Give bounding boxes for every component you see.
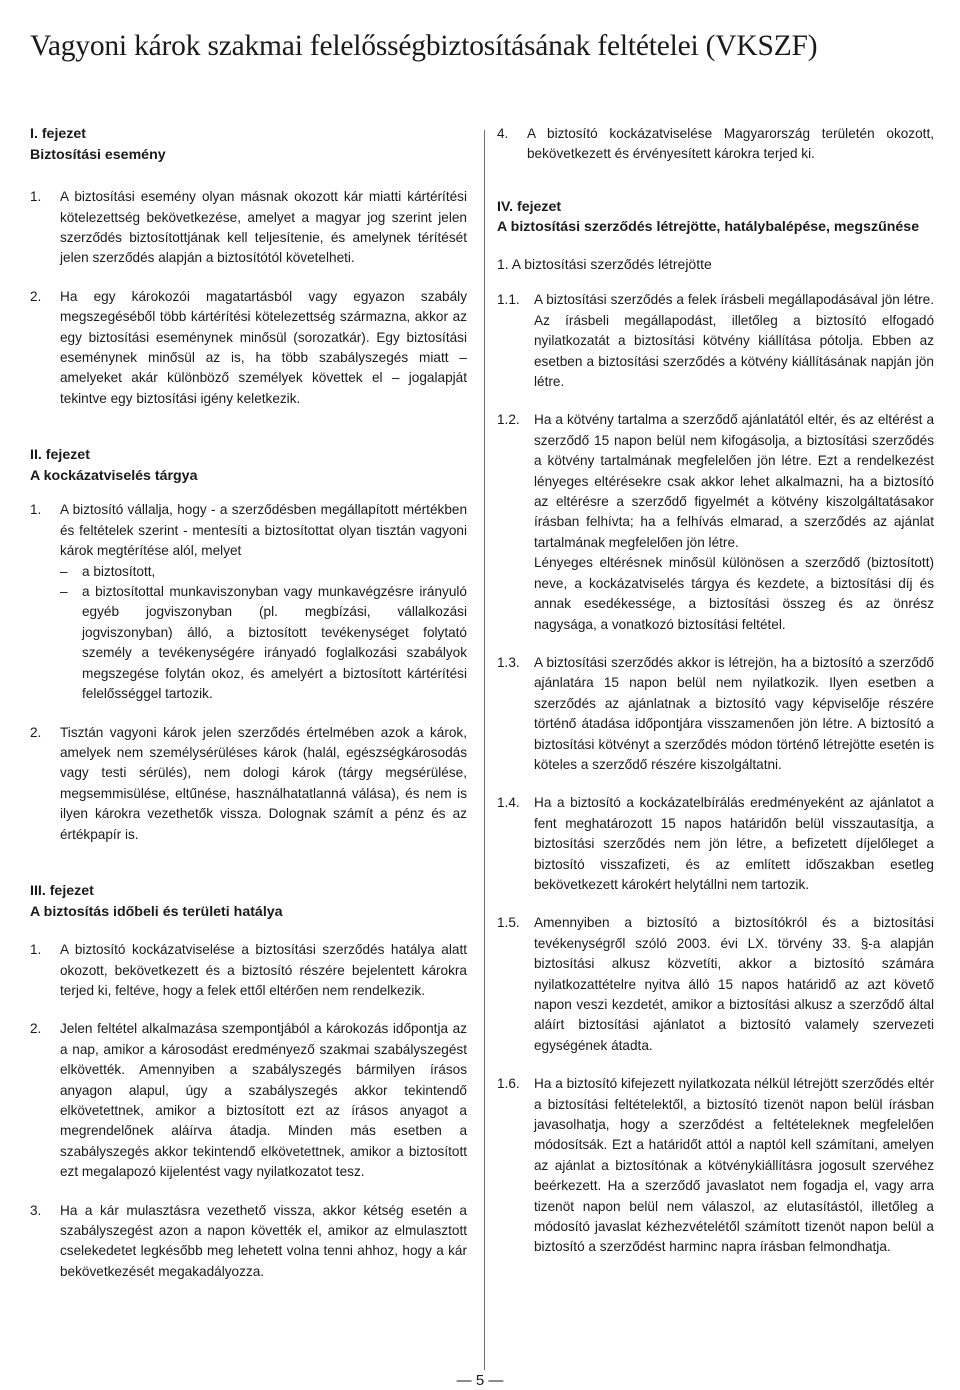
chapter-4-heading — [497, 197, 934, 238]
dash-mark: – — [60, 584, 68, 600]
section-1-3 — [497, 653, 934, 775]
item-number: 1.5. — [497, 915, 520, 931]
item-text: A biztosító kockázatviselése Magyarország területén okozott, bekövetkezett és érvényesített károkra terjed ki. — [527, 126, 934, 162]
section-1-2 — [497, 410, 934, 634]
ch2-item-2 — [30, 723, 467, 845]
document-title: Vagyoni károk szakmai felelősségbiztosításának feltételei (VKSZF) — [30, 30, 818, 62]
ch3-item-2 — [30, 1019, 467, 1182]
chapter-4-title: IV. fejezet — [497, 198, 562, 215]
column-divider — [484, 130, 485, 1370]
item-number: 1.2. — [497, 412, 520, 428]
item-number: 1. — [30, 942, 42, 958]
item-number: 1. — [30, 189, 42, 205]
dash-text: a biztosított, — [82, 563, 156, 579]
item-number: 2. — [30, 724, 42, 740]
chapter-1-subtitle: Biztosítási esemény — [30, 146, 166, 163]
item-number: 1.4. — [497, 795, 520, 811]
item-text: Ha a kár mulasztásra vezethető vissza, akkor kétség esetén a szabályszegést azon a napon követték el, amikor az elmulasztott cselekedetet legkésőbb meg lehetett volna tenni ahhoz, hogy a kár bekövetkezését megakadályozza. — [60, 1202, 467, 1279]
item-number: 1.3. — [497, 654, 520, 670]
chapter-1-title: I. fejezet — [30, 126, 86, 142]
item-number: 2. — [30, 288, 42, 304]
item-text: Ha egy károkozói magatartásból vagy egyazon szabály megszegéséből több kártérítési kötelezettség származna, akkor az egy biztosítási eseménynek minősül (sorozatkár). Egy biztosítási eseménynek minősül az is, ha több szabályszegés miatt – amelyeket akár különböző személyek követtek el – jogalapját tekintve egy biztosítási igény keletkezik. — [60, 288, 467, 406]
item-body — [534, 410, 934, 634]
item-number: 2. — [30, 1021, 42, 1037]
chapter-3-title: III. fejezet — [30, 882, 94, 899]
item-text: A biztosító vállalja, hogy - a szerződésben megállapított mértékben és feltételek szerint - mentesíti a biztosítottat olyan tisztán vagyoni károk megtérítése alól, melyet — [60, 502, 467, 559]
chapter-3-heading — [30, 881, 467, 922]
section-1-5 — [497, 913, 934, 1056]
item-number: 1.6. — [497, 1076, 520, 1092]
ch3-item-1 — [30, 940, 467, 1001]
chapter-2-subtitle: A kockázatviselés tárgya — [30, 467, 198, 484]
dash-mark: – — [60, 563, 68, 579]
chapter-4-subtitle: A biztosítási szerződés létrejötte, hatálybalépése, megszűnése — [497, 219, 920, 236]
item-text: A biztosító kockázatviselése a biztosítási szerződés hatálya alatt okozott, bekövetkezett és a biztosító részére bejelentett károkra terjed ki, feltéve, hogy a felek ettől eltérően nem rendelkezik. — [60, 942, 467, 998]
item-text-2: Lényeges eltérésnek minősül különösen a szerződő (biztosított) neve, a kockázatviselés tárgya és kezdete, a biztosítási díj és annak esedékessége, a biztosítási összeg és az önrész nagysága, a vonatkozó biztosítási feltétel. — [534, 555, 934, 632]
section-1-heading: 1. A biztosítási szerződés létrejötte — [497, 256, 712, 272]
chapter-2-heading — [30, 445, 467, 486]
ch1-item-1 — [30, 187, 467, 269]
item-text: Amennyiben a biztosító a biztosítókról és a biztosítási tevékenységről szóló 2003. évi LX. törvény 33. §-a alapján biztosítási alkusz közvetíti, akkor a biztosító számára nyilatkozattételre nyitva álló 15 napos határidő az azt követő napon veszi kezdetét, amikor a biztosítási alkusz a szerződő által aláírt biztosítási ajánlatot a biztosító valamely szervezeti egységének átadta. — [534, 915, 934, 1053]
item-number: 4. — [497, 126, 509, 141]
item-text: Ha a biztosító kifejezett nyilatkozata nélkül létrejött szerződés eltér a biztosítási feltételektől, a biztosító tizenöt napon belül írásban javasolhatja, hogy a szerződést a feltételeknek megfelelően módosítsák. Ezt a határidőt attól a naptól kell számítani, amelyen az ajánlat a biztosítónak a kötvénykiállításra jogosult szervéhez beérkezett. Ha a szerződő javaslatot nem fogadja el, vagy arra tizenöt napon belül nem válaszol, az elutasítástól, illetőleg a módosító javaslat kézhezvételétől számított tizenöt napon belül a biztosító a szerződést harminc napra írásban felmondhatja. — [534, 1076, 934, 1255]
item-text: Ha a kötvény tartalma a szerződő ajánlatától eltér, és az eltérést a szerződő 15 napon belül nem kifogásolja, a biztosítási szerződés a kötvény tartalmának megfelelően jön létre. Ezt a rendelkezést lényeges eltérésekre csak akkor lehet alkalmazni, ha a biztosító az eltérésre a szerződő figyelmét a kötvény kiszolgáltatásakor írásban felhívta; ha a felhívás elmarad, a szerződés az ajánlat tartalmának megfelelően jön létre. — [534, 412, 934, 550]
dash-item-1 — [60, 562, 467, 582]
ch3-item-3 — [30, 1201, 467, 1283]
chapter-2-title: II. fejezet — [30, 447, 90, 464]
left-column — [30, 124, 467, 1300]
section-1-4 — [497, 793, 934, 895]
ch2-item-1 — [30, 500, 467, 704]
page-number: — 5 — — [456, 1372, 504, 1389]
dash-item-2 — [60, 582, 467, 704]
item-text: A biztosítási szerződés akkor is létrejön, ha a biztosító a szerződő ajánlatára 15 napon belül nem nyilatkozik. Ilyen esetben a szerződés az ajánlatnak a biztosító vagy képviselője részére történő átadása időpontjára visszamenően jön létre. A biztosító a biztosítási kötvényt a szerződés módon történő létrejötte esetén is köteles a szerződő részére kiszolgáltatni. — [534, 654, 934, 772]
ch1-item-2 — [30, 287, 467, 409]
right-column — [497, 124, 934, 1276]
chapter-1-heading — [30, 124, 467, 165]
chapter-3-subtitle: A biztosítás időbeli és területi hatálya — [30, 903, 283, 920]
item-text: A biztosítási szerződés a felek írásbeli megállapodásával jön létre. Az írásbeli megállapodást, illetőleg a biztosító elfogadó nyilatkozatát a biztosítási kötvény kiállítása pótolja. Ebben az esetben a biztosítási szerződés a kötvény kiállításának napján jön létre. — [534, 292, 934, 390]
item-text: A biztosítási esemény olyan másnak okozott kár miatti kártérítési kötelezettség bekövetkezése, amelyet a magyar jog szerint jelen szerződés biztosítottjának kell teljesítenie, és amelynek térítését jelen szerződés alapján a biztosítótól követelheti. — [60, 189, 467, 266]
section-1-6 — [497, 1074, 934, 1258]
item-text: Ha a biztosító a kockázatelbírálás eredményeként az ajánlatot a fent meghatározott 15 napos határidőn belül visszautasítja, a biztosítási szerződés nem jön létre, a befizetett díjelőleget a biztosító visszafizeti, és az említett időszakban esetleg bekövetkezett károkért helytállni nem tartozik. — [534, 795, 934, 892]
item-text: Jelen feltétel alkalmazása szempontjából a károkozás időpontja az a nap, amikor a károsodást eredményező szakmai szabályszegést elkövették. Amennyiben a szabályszegés bármilyen írásos anyagon alapul, úgy a szabályszegés akkor tekintendő elkövetettnek, amikor a biztosított ezt az írásos anyagot a megrendelőnek aláírva átadja. Minden más esetben a szabályszegés akkor tekintendő elkövetettnek, amikor a biztosított ezt megalapozó kijelentést vagy nyilatkozatot tesz. — [60, 1021, 467, 1180]
ch3-item-4 — [497, 124, 934, 165]
item-number: 3. — [30, 1202, 42, 1218]
item-number: 1.1. — [497, 292, 520, 308]
dash-text: a biztosítottal munkaviszonyban vagy munkavégzésre irányuló egyéb jogviszonyban (pl. megbízási, vállalkozási jogviszonyban) álló, a biztosított tevékenységet folytató személy a tevékenységére irányadó foglalkozási szabályok megszegése folytán okoz, és amelyért a biztosított kártérítési felelősséggel tartozik. — [82, 584, 467, 702]
item-body — [60, 500, 467, 704]
item-number: 1. — [30, 502, 42, 518]
item-text: Tisztán vagyoni károk jelen szerződés értelmében azok a károk, amelyek nem személysérüléses károk (halál, egészségkárosodás vagy testi sérülés), nem dologi károk (tárgy megsérülése, megsemmisülése, eltűnése, használhatatlanná válása), és nem is ilyen károkra vezethetők vissza. Dolognak számít a pénz és az értékpapír is. — [60, 724, 467, 842]
section-1-1 — [497, 290, 934, 392]
